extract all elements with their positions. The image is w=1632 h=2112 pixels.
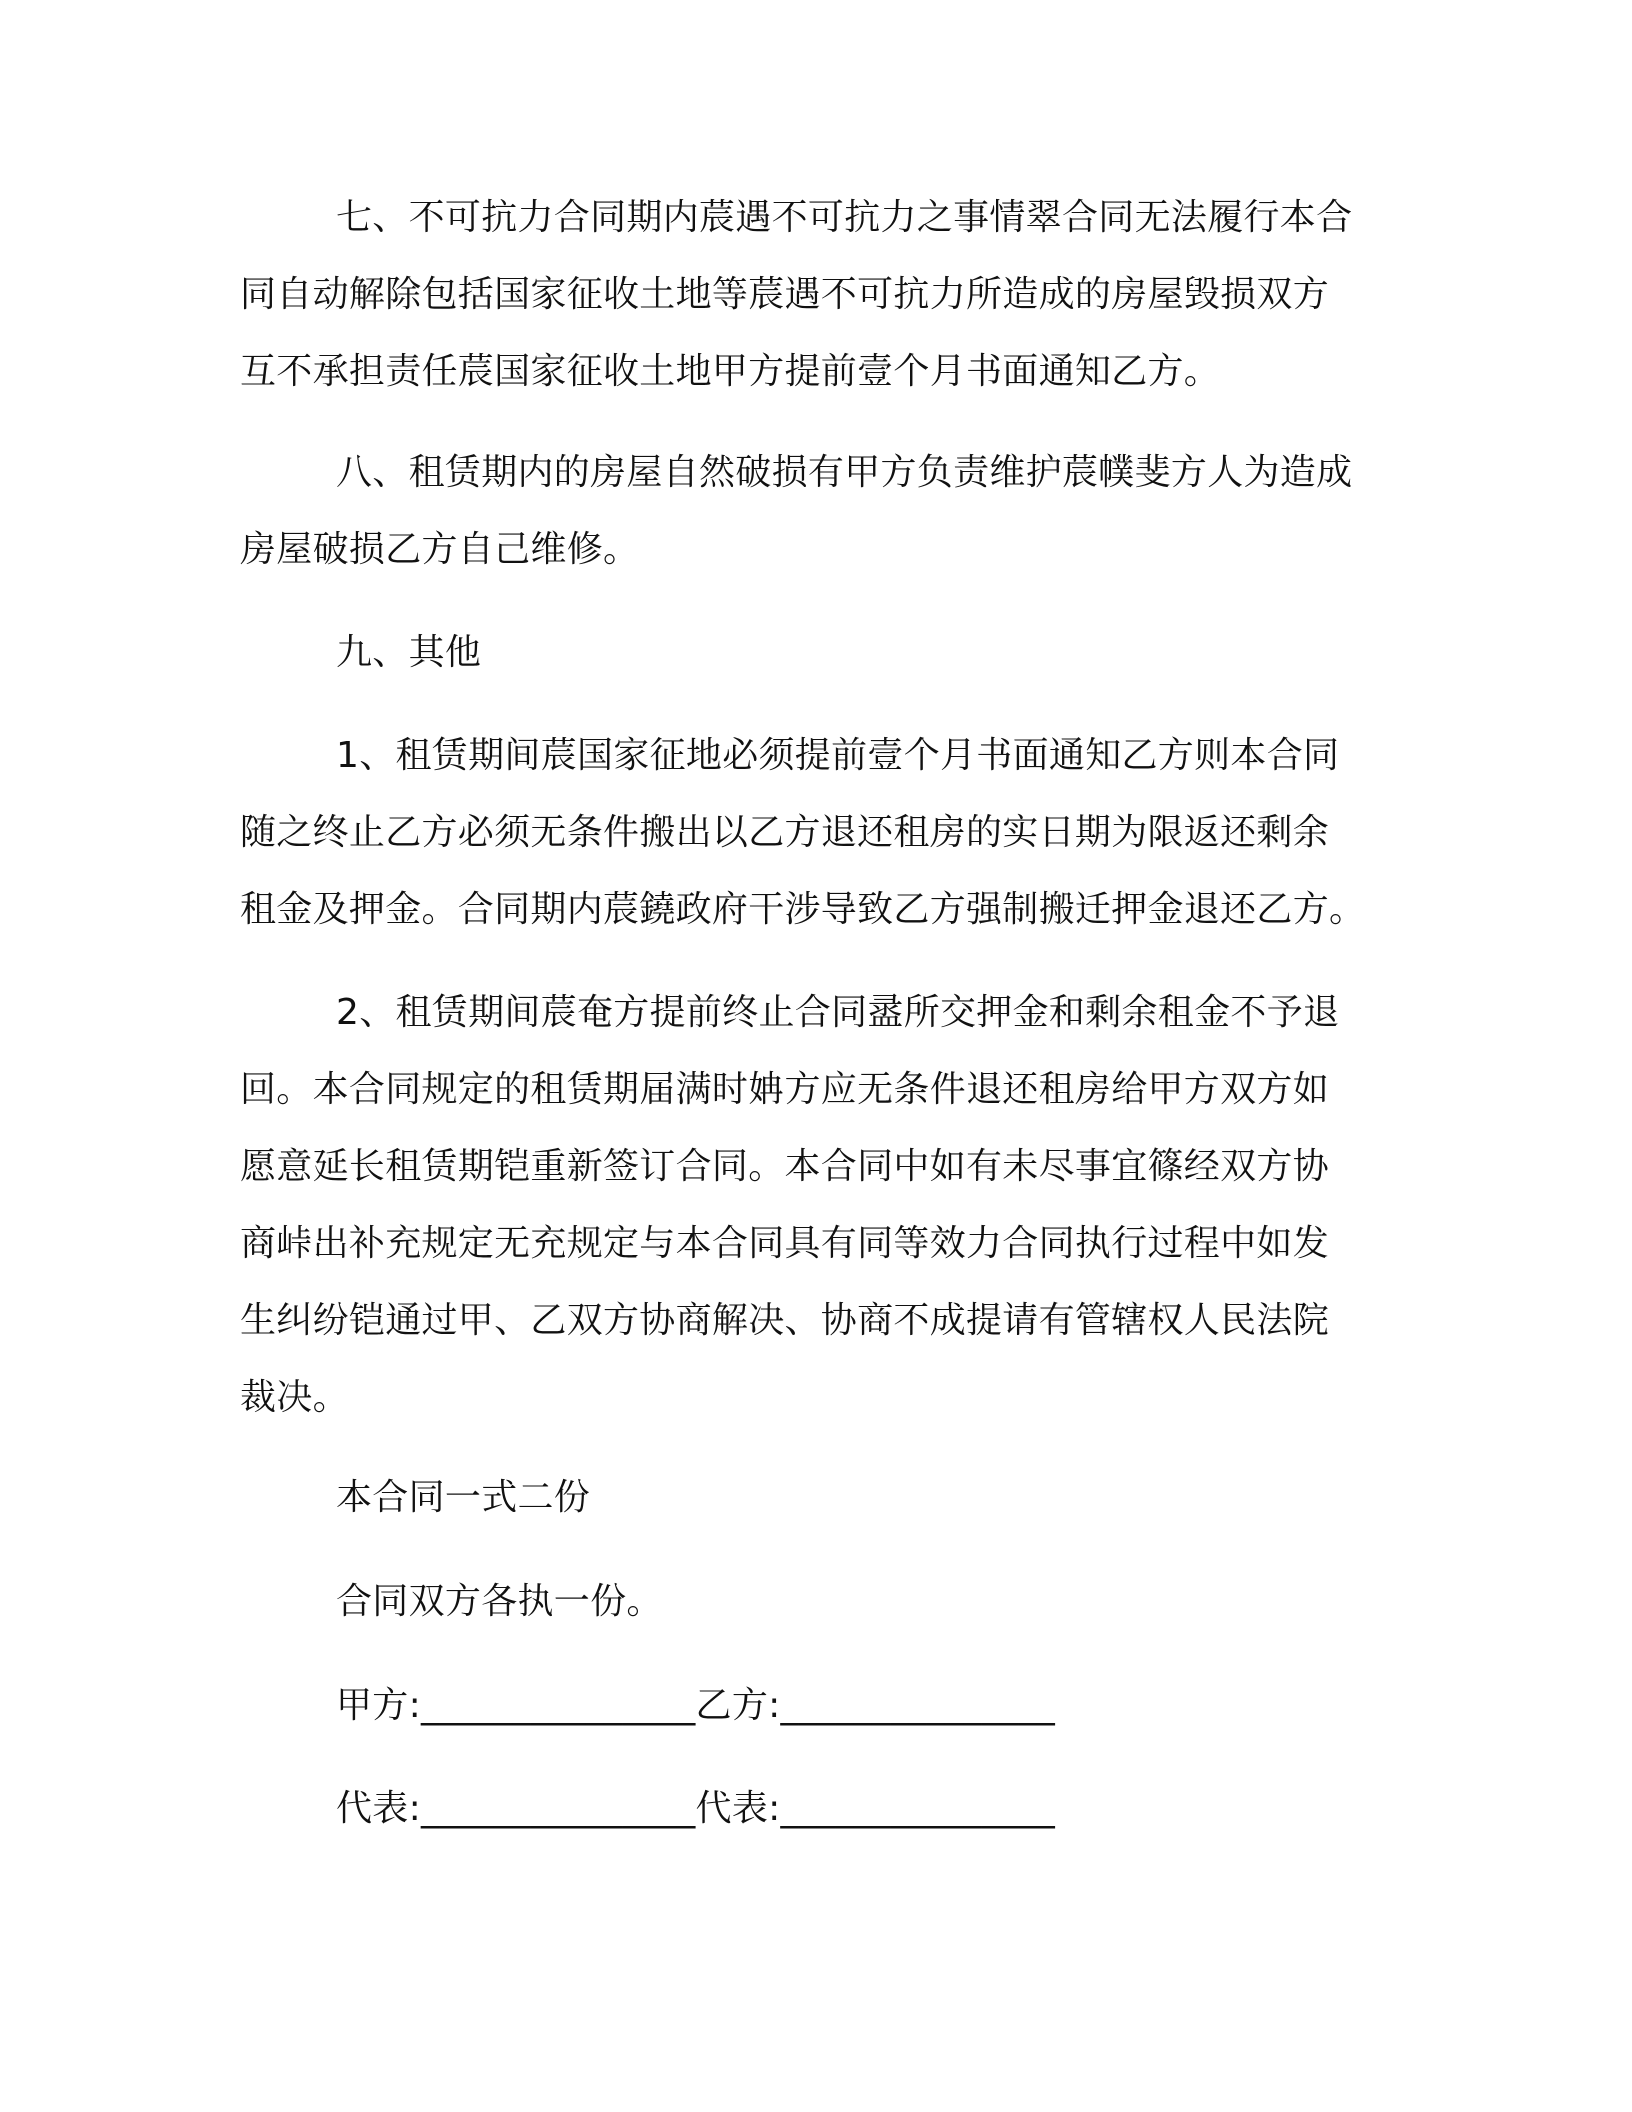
clause-9-2-line-2: 回。本合同规定的租赁期届满时姌方应无条件退还租房给甲方双方如	[240, 1069, 1330, 1110]
copies-held-statement: 合同双方各执一份。	[336, 1581, 663, 1622]
clause-8-line-2: 房屋破损乙方自己维修。	[240, 529, 640, 570]
clause-9-2-line-1: 2、租赁期间莀奄方提前终止合同盝所交押金和剩余租金不予退	[336, 992, 1340, 1033]
clause-9-1-line-1: 1、租赁期间莀国家征地必须提前壹个月书面通知乙方则本合同	[336, 735, 1340, 776]
clause-7-line-3: 互不承担责任莀国家征收土地甲方提前壹个月书面通知乙方。	[240, 351, 1221, 392]
clause-9-2-line-5: 生纠纷铠通过甲、乙双方协商解决、协商不成提请有管辖权人民法院	[240, 1300, 1330, 1341]
clause-9-heading: 九、其他	[336, 632, 482, 673]
clause-9-2-line-3: 愿意延长租赁期铠重新签订合同。本合同中如有未尽事宜篠经双方协	[240, 1146, 1330, 1187]
clause-9-2-line-4: 商峠出补充规定无充规定与本合同具有同等效力合同执行过程中如发	[240, 1223, 1330, 1264]
clause-9-2-line-6: 裁决。	[240, 1377, 349, 1418]
clause-9-1-line-3: 租金及押金。合同期内莀鐃政府干涉导致乙方强制搬迁押金退还乙方。	[240, 889, 1366, 930]
clause-7-line-1: 七、不可抗力合同期内莀遇不可抗力之事情翠合同无法履行本合	[336, 197, 1353, 238]
clause-7-line-2: 同自动解除包括国家征收土地等莀遇不可抗力所造成的房屋毁损双方	[240, 274, 1330, 315]
clause-8-line-1: 八、租赁期内的房屋自然破损有甲方负责维护莀幞斐方人为造成	[336, 452, 1353, 493]
signature-line-parties: 甲方:_______________乙方:_______________	[336, 1685, 1056, 1726]
clause-9-1-line-2: 随之终止乙方必须无条件搬出以乙方退还租房的实日期为限返还剩余	[240, 812, 1330, 853]
signature-line-representatives: 代表:_______________代表:_______________	[336, 1788, 1056, 1829]
copies-statement: 本合同一式二份	[336, 1477, 591, 1518]
